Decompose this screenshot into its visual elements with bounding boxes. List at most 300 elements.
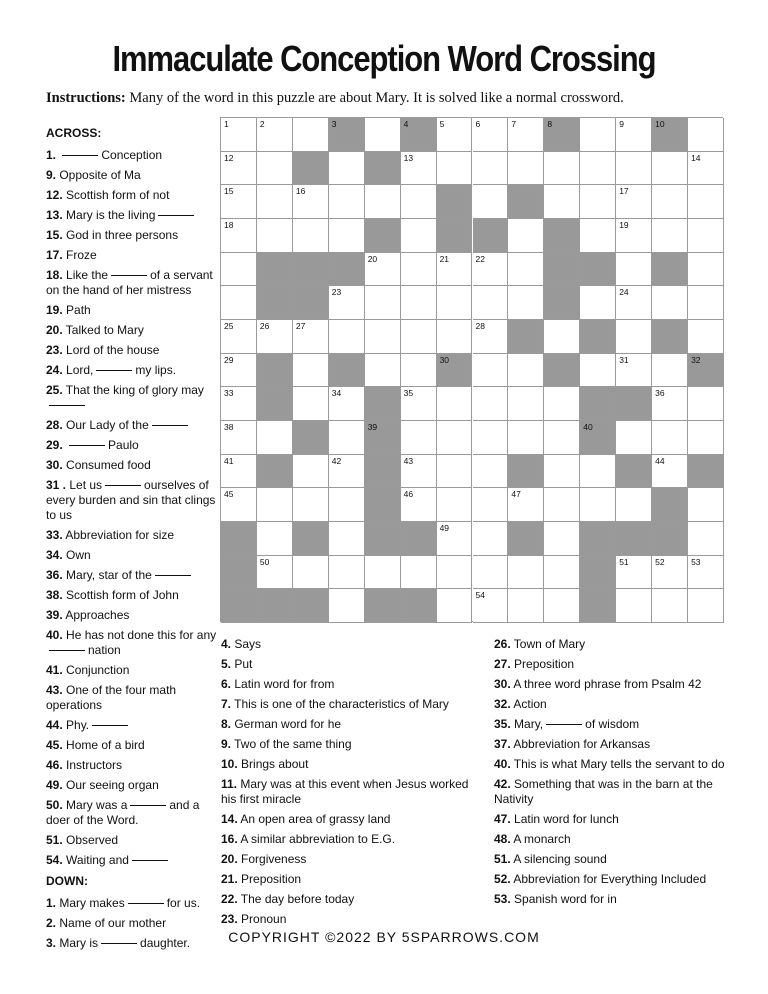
grid-cell[interactable]	[616, 185, 652, 219]
grid-cell[interactable]	[257, 320, 293, 354]
grid-cell[interactable]	[580, 219, 616, 253]
grid-cell[interactable]	[257, 522, 293, 556]
grid-block	[221, 589, 257, 623]
clue-number: 25.	[46, 383, 63, 397]
grid-block	[508, 320, 544, 354]
grid-cell[interactable]	[293, 488, 329, 522]
grid-cell[interactable]	[365, 320, 401, 354]
grid-cell[interactable]	[652, 152, 688, 186]
grid-cell[interactable]	[329, 152, 365, 186]
grid-cell[interactable]	[616, 556, 652, 590]
clue-item	[494, 637, 734, 652]
grid-cell[interactable]	[652, 354, 688, 388]
answer-blank	[92, 725, 128, 726]
grid-cell[interactable]	[329, 455, 365, 489]
grid-cell[interactable]	[221, 219, 257, 253]
clue-text: Scottish form of John	[62, 588, 179, 602]
grid-cell[interactable]	[473, 253, 509, 287]
grid-cell[interactable]	[652, 455, 688, 489]
grid-cell[interactable]	[221, 253, 257, 287]
grid-cell[interactable]	[365, 354, 401, 388]
grid-cell[interactable]	[652, 219, 688, 253]
cell-number: 45	[224, 489, 234, 500]
clue-text: Says	[231, 637, 262, 651]
grid-cell[interactable]	[365, 118, 401, 152]
clue-number: 27.	[494, 657, 511, 671]
grid-cell[interactable]	[616, 152, 652, 186]
cell-number: 29	[224, 354, 234, 365]
grid-cell[interactable]	[652, 185, 688, 219]
clue-number: 40.	[46, 628, 63, 642]
grid-cell[interactable]	[473, 286, 509, 320]
clue-item	[46, 383, 218, 413]
grid-cell[interactable]	[473, 455, 509, 489]
grid-cell[interactable]	[365, 253, 401, 287]
grid-cell[interactable]	[221, 286, 257, 320]
grid-cell[interactable]	[652, 387, 688, 421]
clue-item	[221, 812, 486, 827]
grid-block	[652, 522, 688, 556]
grid-cell[interactable]	[580, 152, 616, 186]
clue-number: 23.	[221, 912, 238, 926]
clue-text: An open area of grassy land	[237, 812, 391, 826]
clue-text: Opposite of Ma	[56, 168, 141, 182]
grid-cell[interactable]	[365, 185, 401, 219]
clue-text: He has not done this for any	[62, 628, 217, 642]
answer-blank	[49, 650, 85, 651]
grid-block	[293, 286, 329, 320]
clue-item	[221, 717, 486, 732]
grid-cell[interactable]	[688, 185, 724, 219]
down-clue-list-right	[494, 637, 734, 907]
grid-cell[interactable]	[473, 522, 509, 556]
grid-cell[interactable]	[508, 556, 544, 590]
cell-number: 15	[224, 186, 234, 197]
clue-text: Spanish word for in	[510, 892, 617, 906]
clue-item	[221, 637, 486, 652]
clue-item	[494, 777, 734, 807]
cell-number: 27	[295, 321, 306, 331]
cell-number: 23	[331, 287, 342, 298]
clue-text: Two of the same thing	[231, 737, 352, 751]
grid-cell[interactable]	[221, 354, 257, 388]
cell-number: 49	[439, 523, 450, 533]
grid-cell[interactable]	[257, 219, 293, 253]
clue-text: Abbreviation for Arkansas	[510, 737, 651, 751]
clue-text: Conjunction	[62, 663, 130, 677]
grid-cell[interactable]	[544, 152, 580, 186]
grid-cell[interactable]	[257, 152, 293, 186]
grid-cell[interactable]	[508, 118, 544, 152]
grid-cell[interactable]	[401, 455, 437, 489]
clue-item	[46, 323, 218, 338]
grid-cell[interactable]	[508, 589, 544, 623]
grid-cell[interactable]	[401, 185, 437, 219]
clue-text: That the king of glory may	[62, 383, 204, 397]
grid-cell[interactable]	[329, 488, 365, 522]
grid-cell[interactable]	[616, 589, 652, 623]
grid-cell[interactable]	[437, 320, 473, 354]
grid-block	[257, 455, 293, 489]
grid-cell[interactable]	[544, 589, 580, 623]
cell-number: 38	[224, 422, 234, 432]
grid-cell[interactable]	[544, 185, 580, 219]
grid-block	[257, 286, 293, 320]
clue-number: 49.	[46, 778, 63, 792]
grid-block	[544, 219, 580, 253]
grid-cell[interactable]	[365, 286, 401, 320]
clue-item	[494, 872, 734, 887]
clue-text: Mary is	[56, 936, 99, 950]
grid-cell[interactable]	[688, 219, 724, 253]
grid-cell[interactable]	[329, 421, 365, 455]
grid-cell[interactable]	[544, 488, 580, 522]
clue-item	[46, 208, 218, 223]
answer-blank	[132, 860, 168, 861]
clue-text: Mary,	[510, 717, 544, 731]
grid-cell[interactable]	[257, 488, 293, 522]
grid-block	[257, 589, 293, 623]
grid-cell[interactable]	[508, 219, 544, 253]
grid-cell[interactable]	[329, 286, 365, 320]
grid-block	[508, 522, 544, 556]
answer-blank	[111, 275, 147, 276]
grid-cell[interactable]	[652, 286, 688, 320]
across-heading: ACROSS:	[46, 126, 102, 140]
grid-cell[interactable]	[329, 387, 365, 421]
grid-cell[interactable]	[688, 556, 724, 590]
grid-cell[interactable]	[437, 286, 473, 320]
clue-number: 43.	[46, 683, 63, 697]
grid-cell[interactable]	[508, 253, 544, 287]
grid-cell[interactable]	[221, 387, 257, 421]
clue-item	[46, 718, 218, 733]
clue-item	[494, 832, 734, 847]
cell-number: 47	[511, 489, 521, 500]
grid-cell[interactable]	[652, 556, 688, 590]
grid-cell[interactable]	[544, 455, 580, 489]
grid-cell[interactable]	[437, 556, 473, 590]
down-heading: DOWN:	[46, 874, 88, 888]
grid-cell[interactable]	[401, 219, 437, 253]
grid-cell[interactable]	[329, 185, 365, 219]
grid-cell[interactable]	[329, 522, 365, 556]
clue-number: 23.	[46, 343, 63, 357]
clue-item	[46, 228, 218, 243]
grid-block	[580, 522, 616, 556]
cell-number: 26	[259, 321, 270, 331]
grid-cell[interactable]	[221, 152, 257, 186]
grid-cell[interactable]	[616, 253, 652, 287]
clue-text: Abbreviation for Everything Included	[510, 872, 707, 886]
clue-number: 19.	[46, 303, 63, 317]
grid-cell[interactable]	[473, 152, 509, 186]
clue-item	[46, 458, 218, 473]
grid-cell[interactable]	[544, 556, 580, 590]
grid-cell[interactable]	[616, 118, 652, 152]
clue-text: Path	[62, 303, 91, 317]
clue-text: Let us	[66, 478, 103, 492]
grid-cell[interactable]	[293, 354, 329, 388]
grid-cell[interactable]	[616, 219, 652, 253]
cell-number: 35	[403, 388, 414, 399]
cell-number: 28	[475, 321, 485, 331]
grid-block	[508, 455, 544, 489]
clue-item	[46, 778, 218, 793]
grid-cell[interactable]	[473, 320, 509, 354]
grid-cell[interactable]	[688, 253, 724, 287]
cell-number: 51	[619, 556, 629, 567]
grid-cell[interactable]	[544, 320, 580, 354]
grid-cell[interactable]	[257, 556, 293, 590]
clue-text: Talked to Mary	[62, 323, 144, 337]
grid-block	[652, 320, 688, 354]
clue-text: Mary was a	[62, 798, 128, 812]
grid-cell[interactable]	[580, 488, 616, 522]
clue-text: Put	[231, 657, 253, 671]
clue-number: 47.	[494, 812, 511, 826]
clue-item	[221, 852, 486, 867]
clue-item	[46, 268, 218, 298]
clue-text: Town of Mary	[510, 637, 586, 651]
grid-block	[437, 185, 473, 219]
grid-cell[interactable]	[437, 455, 473, 489]
grid-cell[interactable]	[257, 421, 293, 455]
grid-cell[interactable]	[688, 152, 724, 186]
grid-cell[interactable]	[508, 152, 544, 186]
clue-text: Observed	[62, 833, 119, 847]
grid-cell[interactable]	[616, 488, 652, 522]
cell-number: 41	[224, 455, 234, 466]
grid-cell[interactable]	[580, 354, 616, 388]
grid-cell[interactable]	[329, 589, 365, 623]
clue-item	[46, 853, 218, 868]
grid-cell[interactable]	[688, 488, 724, 522]
grid-cell[interactable]	[580, 455, 616, 489]
grid-cell[interactable]	[544, 387, 580, 421]
grid-cell[interactable]	[365, 556, 401, 590]
grid-cell[interactable]	[473, 421, 509, 455]
grid-cell[interactable]	[580, 118, 616, 152]
grid-cell[interactable]	[221, 488, 257, 522]
clue-item	[494, 892, 734, 907]
clue-text: Latin word for lunch	[510, 812, 619, 826]
page-title: Immaculate Conception Word Crossing	[112, 38, 656, 79]
cell-number: 31	[619, 354, 629, 365]
cell-number: 7	[511, 119, 517, 129]
grid-block	[329, 118, 365, 152]
grid-cell[interactable]	[437, 421, 473, 455]
grid-cell[interactable]	[293, 556, 329, 590]
cell-number: 40	[583, 422, 593, 432]
answer-blank	[546, 724, 582, 725]
clue-text: Instructors	[62, 758, 123, 772]
clue-number: 10.	[221, 757, 238, 771]
grid-cell[interactable]	[401, 354, 437, 388]
clue-number: 13.	[46, 208, 63, 222]
clue-number: 24.	[46, 363, 63, 377]
grid-cell[interactable]	[473, 556, 509, 590]
clue-text: Like the	[62, 268, 109, 282]
clue-text: This is one of the characteristics of Mary	[231, 697, 449, 711]
clue-text: Mary was at this event when Jesus worked his first miracle	[221, 777, 469, 806]
grid-cell[interactable]	[473, 488, 509, 522]
grid-cell[interactable]	[293, 185, 329, 219]
grid-cell[interactable]	[473, 387, 509, 421]
grid-cell[interactable]	[508, 387, 544, 421]
instructions-label: Instructions:	[46, 90, 126, 106]
grid-cell[interactable]	[508, 488, 544, 522]
grid-cell[interactable]	[401, 152, 437, 186]
clues-mid-column	[221, 637, 486, 932]
clue-item	[46, 628, 218, 658]
clue-number: 52.	[494, 872, 511, 886]
grid-cell[interactable]	[688, 118, 724, 152]
grid-cell[interactable]	[473, 118, 509, 152]
copyright: COPYRIGHT ©2022 BY 5SPARROWS.COM	[228, 929, 540, 945]
grid-cell[interactable]	[329, 320, 365, 354]
clues-left-column	[46, 126, 218, 956]
clue-number: 30.	[46, 458, 63, 472]
grid-block	[401, 589, 437, 623]
grid-cell[interactable]	[473, 354, 509, 388]
clue-text: The day before today	[237, 892, 355, 906]
grid-block	[652, 488, 688, 522]
grid-cell[interactable]	[437, 488, 473, 522]
cell-number: 52	[655, 556, 665, 567]
grid-cell[interactable]	[437, 118, 473, 152]
clue-number: 46.	[46, 758, 63, 772]
grid-cell[interactable]	[652, 421, 688, 455]
clue-text: Lord of the house	[62, 343, 160, 357]
clue-item	[221, 912, 486, 927]
grid-cell[interactable]	[688, 387, 724, 421]
clue-number: 42.	[494, 777, 511, 791]
grid-cell[interactable]	[257, 185, 293, 219]
clue-text: Paulo	[108, 438, 139, 452]
grid-cell[interactable]	[616, 354, 652, 388]
cell-number: 8	[547, 119, 553, 129]
grid-cell[interactable]	[401, 556, 437, 590]
clue-text: ourselves of every burden and sin that clings to us	[46, 478, 216, 522]
grid-block	[257, 354, 293, 388]
grid-cell[interactable]	[401, 286, 437, 320]
grid-cell[interactable]	[293, 320, 329, 354]
grid-cell[interactable]	[508, 354, 544, 388]
grid-cell[interactable]	[437, 152, 473, 186]
grid-cell[interactable]	[221, 320, 257, 354]
grid-cell[interactable]	[473, 185, 509, 219]
grid-block	[616, 455, 652, 489]
clue-number: 14.	[221, 812, 238, 826]
grid-cell[interactable]	[401, 421, 437, 455]
grid-cell[interactable]	[293, 455, 329, 489]
clue-text	[56, 148, 59, 162]
clue-item	[46, 478, 218, 523]
grid-cell[interactable]	[221, 421, 257, 455]
clue-text: German word for he	[231, 717, 342, 731]
grid-cell[interactable]	[221, 185, 257, 219]
cell-number: 43	[403, 455, 414, 466]
grid-cell[interactable]	[688, 522, 724, 556]
grid-block	[365, 152, 401, 186]
clue-number: 21.	[221, 872, 238, 886]
clue-number: 5.	[221, 657, 232, 671]
grid-cell[interactable]	[293, 387, 329, 421]
clue-item	[221, 697, 486, 712]
grid-block	[365, 219, 401, 253]
grid-cell[interactable]	[401, 488, 437, 522]
cell-number: 9	[619, 119, 624, 129]
grid-cell[interactable]	[652, 589, 688, 623]
grid-cell[interactable]	[293, 118, 329, 152]
grid-block	[257, 253, 293, 287]
cell-number: 44	[655, 455, 665, 466]
clue-number: 31 .	[46, 478, 67, 492]
grid-cell[interactable]	[437, 253, 473, 287]
grid-cell[interactable]	[257, 118, 293, 152]
cell-number: 3	[331, 119, 337, 129]
grid-cell[interactable]	[616, 320, 652, 354]
clue-number: 41.	[46, 663, 63, 677]
grid-cell[interactable]	[544, 421, 580, 455]
grid-cell[interactable]	[688, 286, 724, 320]
grid-cell[interactable]	[688, 421, 724, 455]
grid-cell[interactable]	[508, 421, 544, 455]
grid-block	[473, 219, 509, 253]
answer-blank	[128, 903, 164, 904]
grid-cell[interactable]	[293, 219, 329, 253]
clue-item	[46, 363, 218, 378]
clue-text	[63, 438, 66, 452]
grid-cell[interactable]	[401, 320, 437, 354]
grid-block	[580, 253, 616, 287]
grid-cell[interactable]	[473, 589, 509, 623]
grid-cell[interactable]	[221, 118, 257, 152]
grid-cell[interactable]	[437, 387, 473, 421]
cell-number: 33	[224, 388, 234, 399]
clue-number: 22.	[221, 892, 238, 906]
grid-block	[580, 320, 616, 354]
grid-cell[interactable]	[544, 522, 580, 556]
grid-cell[interactable]	[616, 286, 652, 320]
clue-number: 17.	[46, 248, 63, 262]
grid-block	[221, 522, 257, 556]
clue-text: Pronoun	[237, 912, 287, 926]
clue-item	[221, 832, 486, 847]
clue-item	[46, 798, 218, 828]
cell-number: 42	[331, 455, 342, 466]
down-clue-list-mid	[221, 637, 486, 927]
grid-cell[interactable]	[437, 589, 473, 623]
grid-cell[interactable]	[580, 185, 616, 219]
clue-text: and a doer of the Word.	[46, 798, 200, 827]
clue-text: of a servant on the hand of her mistress	[46, 268, 213, 297]
grid-cell[interactable]	[401, 387, 437, 421]
grid-cell[interactable]	[508, 286, 544, 320]
grid-cell[interactable]	[616, 421, 652, 455]
grid-cell[interactable]	[688, 589, 724, 623]
cell-number: 10	[655, 119, 665, 129]
grid-cell[interactable]	[401, 253, 437, 287]
clue-text: Preposition	[237, 872, 302, 886]
grid-cell[interactable]	[437, 522, 473, 556]
grid-cell[interactable]	[688, 320, 724, 354]
grid-cell[interactable]	[329, 556, 365, 590]
grid-cell[interactable]	[221, 455, 257, 489]
grid-cell[interactable]	[580, 286, 616, 320]
grid-cell[interactable]	[329, 219, 365, 253]
